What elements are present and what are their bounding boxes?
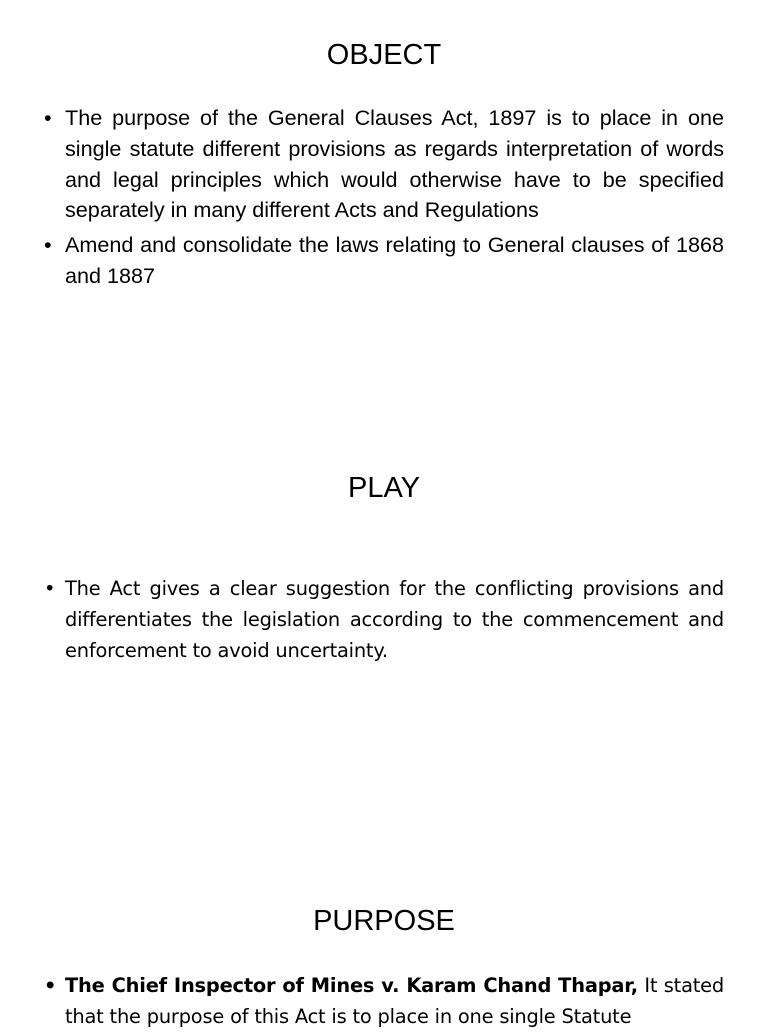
- list-item: [44, 103, 724, 226]
- list-item: [44, 573, 724, 666]
- bullet-icon: •: [44, 974, 57, 997]
- bullet-text: The purpose of the General Clauses Act, 1897 is to place in one single statute different provisions as regards interpretation of words and legal principles which would otherwise have to be specified separately in many different Acts and Regulations: [65, 105, 724, 223]
- bullet-icon: •: [44, 105, 52, 130]
- list-item: [44, 970, 724, 1032]
- case-citation: The Chief Inspector of Mines v. Karam Chand Thapar,: [65, 974, 638, 997]
- section-heading-play: PLAY: [347, 472, 420, 504]
- bullet-icon: •: [44, 577, 56, 600]
- purpose-bullet-list: [44, 970, 724, 1032]
- bullet-text: It stated that the purpose of this Act is to place in one single Statute: [65, 974, 725, 1028]
- play-bullet-list: [44, 573, 724, 666]
- section-heading-purpose: PURPOSE: [313, 905, 455, 937]
- object-bullet-list: [44, 103, 724, 296]
- bullet-icon: •: [44, 232, 52, 258]
- list-item: [44, 230, 724, 292]
- bullet-text: The Act gives a clear suggestion for the conflicting provisions and differentiates the legislation according to the commencement and enforcement to avoid uncertainty.: [65, 577, 724, 662]
- section-heading-object: OBJECT: [326, 39, 442, 71]
- bullet-text: Amend and consolidate the laws relating to General clauses of 1868 and 1887: [65, 232, 724, 288]
